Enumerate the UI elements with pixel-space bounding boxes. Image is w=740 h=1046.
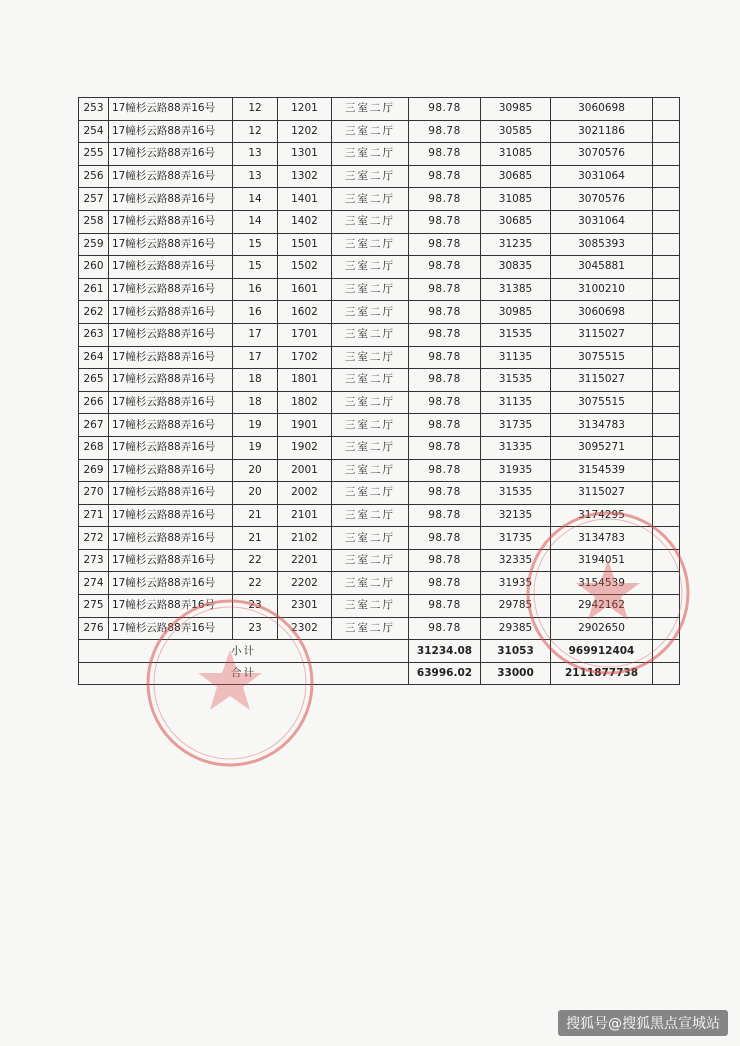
row-number: 262	[79, 301, 109, 324]
room-number: 1901	[278, 414, 332, 437]
total-price: 3075515	[551, 346, 653, 369]
room-number: 1301	[278, 143, 332, 166]
unit-type: 三室二厅	[332, 436, 409, 459]
building-address: 17幢杉云路88弄16号	[109, 482, 233, 505]
total-price: 3174295	[551, 504, 653, 527]
unit-price: 30985	[481, 301, 551, 324]
row-number: 271	[79, 504, 109, 527]
floor-area: 98.78	[409, 549, 481, 572]
watermark: 搜狐号@搜狐黑点宣城站	[558, 1010, 728, 1036]
floor-area: 98.78	[409, 346, 481, 369]
unit-type: 三室二厅	[332, 527, 409, 550]
subtotal-label: 小计	[79, 640, 409, 663]
room-number: 1202	[278, 120, 332, 143]
building-address: 17幢杉云路88弄16号	[109, 504, 233, 527]
floor: 18	[233, 391, 278, 414]
table-row	[79, 120, 680, 143]
floor: 23	[233, 617, 278, 640]
total-price: 3194051	[551, 549, 653, 572]
remark	[653, 572, 680, 595]
unit-type: 三室二厅	[332, 391, 409, 414]
building-address: 17幢杉云路88弄16号	[109, 346, 233, 369]
unit-price: 31735	[481, 527, 551, 550]
subtotal-total-price: 969912404	[551, 640, 653, 663]
floor: 21	[233, 504, 278, 527]
remark	[653, 323, 680, 346]
table-row	[79, 165, 680, 188]
unit-type: 三室二厅	[332, 120, 409, 143]
unit-type: 三室二厅	[332, 165, 409, 188]
building-address: 17幢杉云路88弄16号	[109, 414, 233, 437]
floor: 15	[233, 233, 278, 256]
unit-price: 29785	[481, 595, 551, 618]
floor: 18	[233, 369, 278, 392]
floor-area: 98.78	[409, 188, 481, 211]
table-row	[79, 527, 680, 550]
subtotal-row	[79, 640, 680, 663]
remark	[653, 369, 680, 392]
unit-price: 32335	[481, 549, 551, 572]
floor: 15	[233, 256, 278, 279]
total-remark	[653, 662, 680, 685]
unit-type: 三室二厅	[332, 98, 409, 121]
building-address: 17幢杉云路88弄16号	[109, 617, 233, 640]
remark	[653, 188, 680, 211]
building-address: 17幢杉云路88弄16号	[109, 256, 233, 279]
total-price: 3154539	[551, 459, 653, 482]
table-row	[79, 572, 680, 595]
floor-area: 98.78	[409, 278, 481, 301]
floor: 20	[233, 482, 278, 505]
total-price: 3075515	[551, 391, 653, 414]
building-address: 17幢杉云路88弄16号	[109, 233, 233, 256]
total-price: 3095271	[551, 436, 653, 459]
unit-type: 三室二厅	[332, 459, 409, 482]
unit-price: 31135	[481, 346, 551, 369]
unit-price: 31935	[481, 459, 551, 482]
table-row	[79, 595, 680, 618]
total-price: 3085393	[551, 233, 653, 256]
unit-type: 三室二厅	[332, 549, 409, 572]
table-row	[79, 143, 680, 166]
floor: 22	[233, 572, 278, 595]
floor-area: 98.78	[409, 369, 481, 392]
unit-price: 31535	[481, 369, 551, 392]
table-row	[79, 617, 680, 640]
floor-area: 98.78	[409, 256, 481, 279]
row-number: 264	[79, 346, 109, 369]
row-number: 275	[79, 595, 109, 618]
unit-price: 30685	[481, 210, 551, 233]
unit-type: 三室二厅	[332, 188, 409, 211]
subtotal-area: 31234.08	[409, 640, 481, 663]
room-number: 2102	[278, 527, 332, 550]
remark	[653, 120, 680, 143]
unit-type: 三室二厅	[332, 346, 409, 369]
total-price: 3031064	[551, 165, 653, 188]
unit-type: 三室二厅	[332, 595, 409, 618]
unit-type: 三室二厅	[332, 504, 409, 527]
floor-area: 98.78	[409, 323, 481, 346]
building-address: 17幢杉云路88弄16号	[109, 165, 233, 188]
row-number: 256	[79, 165, 109, 188]
unit-price: 30685	[481, 165, 551, 188]
room-number: 1501	[278, 233, 332, 256]
building-address: 17幢杉云路88弄16号	[109, 188, 233, 211]
remark	[653, 256, 680, 279]
building-address: 17幢杉云路88弄16号	[109, 572, 233, 595]
floor: 16	[233, 301, 278, 324]
unit-price: 31385	[481, 278, 551, 301]
remark	[653, 98, 680, 121]
floor: 16	[233, 278, 278, 301]
building-address: 17幢杉云路88弄16号	[109, 301, 233, 324]
building-address: 17幢杉云路88弄16号	[109, 369, 233, 392]
remark	[653, 527, 680, 550]
remark	[653, 436, 680, 459]
floor-area: 98.78	[409, 210, 481, 233]
total-price: 3060698	[551, 98, 653, 121]
total-row	[79, 662, 680, 685]
remark	[653, 210, 680, 233]
room-number: 1402	[278, 210, 332, 233]
room-number: 1602	[278, 301, 332, 324]
room-number: 1902	[278, 436, 332, 459]
unit-price: 32135	[481, 504, 551, 527]
remark	[653, 143, 680, 166]
unit-price: 31235	[481, 233, 551, 256]
floor: 23	[233, 595, 278, 618]
building-address: 17幢杉云路88弄16号	[109, 143, 233, 166]
building-address: 17幢杉云路88弄16号	[109, 436, 233, 459]
total-price: 3100210	[551, 278, 653, 301]
row-number: 266	[79, 391, 109, 414]
floor: 17	[233, 323, 278, 346]
row-number: 268	[79, 436, 109, 459]
building-address: 17幢杉云路88弄16号	[109, 459, 233, 482]
unit-price: 29385	[481, 617, 551, 640]
unit-type: 三室二厅	[332, 414, 409, 437]
unit-price: 30835	[481, 256, 551, 279]
table-row	[79, 391, 680, 414]
total-price: 3115027	[551, 482, 653, 505]
floor: 13	[233, 143, 278, 166]
row-number: 265	[79, 369, 109, 392]
table-row	[79, 459, 680, 482]
price-table	[78, 97, 680, 685]
unit-type: 三室二厅	[332, 278, 409, 301]
floor: 20	[233, 459, 278, 482]
row-number: 272	[79, 527, 109, 550]
unit-price: 31085	[481, 143, 551, 166]
row-number: 255	[79, 143, 109, 166]
row-number: 263	[79, 323, 109, 346]
room-number: 1401	[278, 188, 332, 211]
floor-area: 98.78	[409, 414, 481, 437]
floor: 12	[233, 120, 278, 143]
table-row	[79, 482, 680, 505]
total-price: 3115027	[551, 323, 653, 346]
floor-area: 98.78	[409, 527, 481, 550]
total-price: 3021186	[551, 120, 653, 143]
table-row	[79, 301, 680, 324]
unit-type: 三室二厅	[332, 210, 409, 233]
unit-type: 三室二厅	[332, 482, 409, 505]
unit-type: 三室二厅	[332, 256, 409, 279]
subtotal-remark	[653, 640, 680, 663]
floor-area: 98.78	[409, 233, 481, 256]
remark	[653, 482, 680, 505]
building-address: 17幢杉云路88弄16号	[109, 120, 233, 143]
floor-area: 98.78	[409, 595, 481, 618]
room-number: 2301	[278, 595, 332, 618]
unit-price: 31535	[481, 482, 551, 505]
total-area: 63996.02	[409, 662, 481, 685]
remark	[653, 414, 680, 437]
total-price: 3031064	[551, 210, 653, 233]
room-number: 2101	[278, 504, 332, 527]
subtotal-unit-price: 31053	[481, 640, 551, 663]
floor: 14	[233, 188, 278, 211]
floor-area: 98.78	[409, 436, 481, 459]
total-price: 3045881	[551, 256, 653, 279]
room-number: 1302	[278, 165, 332, 188]
remark	[653, 504, 680, 527]
unit-price: 31535	[481, 323, 551, 346]
unit-price: 30585	[481, 120, 551, 143]
table-row	[79, 414, 680, 437]
row-number: 269	[79, 459, 109, 482]
total-price: 3154539	[551, 572, 653, 595]
unit-type: 三室二厅	[332, 233, 409, 256]
total-price: 2902650	[551, 617, 653, 640]
floor-area: 98.78	[409, 98, 481, 121]
row-number: 270	[79, 482, 109, 505]
row-number: 260	[79, 256, 109, 279]
floor: 17	[233, 346, 278, 369]
room-number: 1701	[278, 323, 332, 346]
floor-area: 98.78	[409, 482, 481, 505]
remark	[653, 301, 680, 324]
total-price: 2942162	[551, 595, 653, 618]
table-row	[79, 278, 680, 301]
row-number: 259	[79, 233, 109, 256]
remark	[653, 278, 680, 301]
floor-area: 98.78	[409, 120, 481, 143]
floor-area: 98.78	[409, 301, 481, 324]
room-number: 1801	[278, 369, 332, 392]
unit-price: 31135	[481, 391, 551, 414]
table-row	[79, 210, 680, 233]
total-price: 3060698	[551, 301, 653, 324]
unit-type: 三室二厅	[332, 369, 409, 392]
table-row	[79, 436, 680, 459]
row-number: 274	[79, 572, 109, 595]
total-total-price: 2111877738	[551, 662, 653, 685]
floor: 14	[233, 210, 278, 233]
table-row	[79, 256, 680, 279]
unit-type: 三室二厅	[332, 617, 409, 640]
building-address: 17幢杉云路88弄16号	[109, 391, 233, 414]
building-address: 17幢杉云路88弄16号	[109, 98, 233, 121]
unit-price: 31335	[481, 436, 551, 459]
room-number: 2002	[278, 482, 332, 505]
building-address: 17幢杉云路88弄16号	[109, 549, 233, 572]
floor-area: 98.78	[409, 391, 481, 414]
remark	[653, 346, 680, 369]
unit-type: 三室二厅	[332, 301, 409, 324]
unit-type: 三室二厅	[332, 572, 409, 595]
room-number: 1802	[278, 391, 332, 414]
total-price: 3134783	[551, 527, 653, 550]
floor-area: 98.78	[409, 165, 481, 188]
remark	[653, 391, 680, 414]
room-number: 2001	[278, 459, 332, 482]
row-number: 261	[79, 278, 109, 301]
table-row	[79, 346, 680, 369]
building-address: 17幢杉云路88弄16号	[109, 210, 233, 233]
floor: 19	[233, 436, 278, 459]
room-number: 1502	[278, 256, 332, 279]
total-label: 合计	[79, 662, 409, 685]
room-number: 2302	[278, 617, 332, 640]
remark	[653, 165, 680, 188]
floor: 22	[233, 549, 278, 572]
total-price: 3134783	[551, 414, 653, 437]
room-number: 1601	[278, 278, 332, 301]
table-row	[79, 369, 680, 392]
floor-area: 98.78	[409, 572, 481, 595]
total-price: 3070576	[551, 188, 653, 211]
row-number: 273	[79, 549, 109, 572]
room-number: 1201	[278, 98, 332, 121]
table-row	[79, 188, 680, 211]
floor-area: 98.78	[409, 617, 481, 640]
remark	[653, 549, 680, 572]
table-row	[79, 504, 680, 527]
remark	[653, 617, 680, 640]
table-row	[79, 98, 680, 121]
row-number: 253	[79, 98, 109, 121]
floor: 13	[233, 165, 278, 188]
room-number: 2201	[278, 549, 332, 572]
table-row	[79, 323, 680, 346]
row-number: 276	[79, 617, 109, 640]
room-number: 2202	[278, 572, 332, 595]
table-row	[79, 233, 680, 256]
floor-area: 98.78	[409, 459, 481, 482]
row-number: 254	[79, 120, 109, 143]
total-price: 3070576	[551, 143, 653, 166]
row-number: 267	[79, 414, 109, 437]
building-address: 17幢杉云路88弄16号	[109, 278, 233, 301]
floor-area: 98.78	[409, 504, 481, 527]
unit-price: 31085	[481, 188, 551, 211]
unit-price: 31735	[481, 414, 551, 437]
unit-type: 三室二厅	[332, 323, 409, 346]
table-row	[79, 549, 680, 572]
room-number: 1702	[278, 346, 332, 369]
unit-price: 30985	[481, 98, 551, 121]
remark	[653, 233, 680, 256]
building-address: 17幢杉云路88弄16号	[109, 527, 233, 550]
remark	[653, 459, 680, 482]
building-address: 17幢杉云路88弄16号	[109, 595, 233, 618]
row-number: 257	[79, 188, 109, 211]
unit-type: 三室二厅	[332, 143, 409, 166]
remark	[653, 595, 680, 618]
floor: 19	[233, 414, 278, 437]
floor-area: 98.78	[409, 143, 481, 166]
total-price: 3115027	[551, 369, 653, 392]
floor: 21	[233, 527, 278, 550]
table-body	[79, 98, 680, 640]
unit-price: 31935	[481, 572, 551, 595]
building-address: 17幢杉云路88弄16号	[109, 323, 233, 346]
row-number: 258	[79, 210, 109, 233]
total-unit-price: 33000	[481, 662, 551, 685]
floor: 12	[233, 98, 278, 121]
